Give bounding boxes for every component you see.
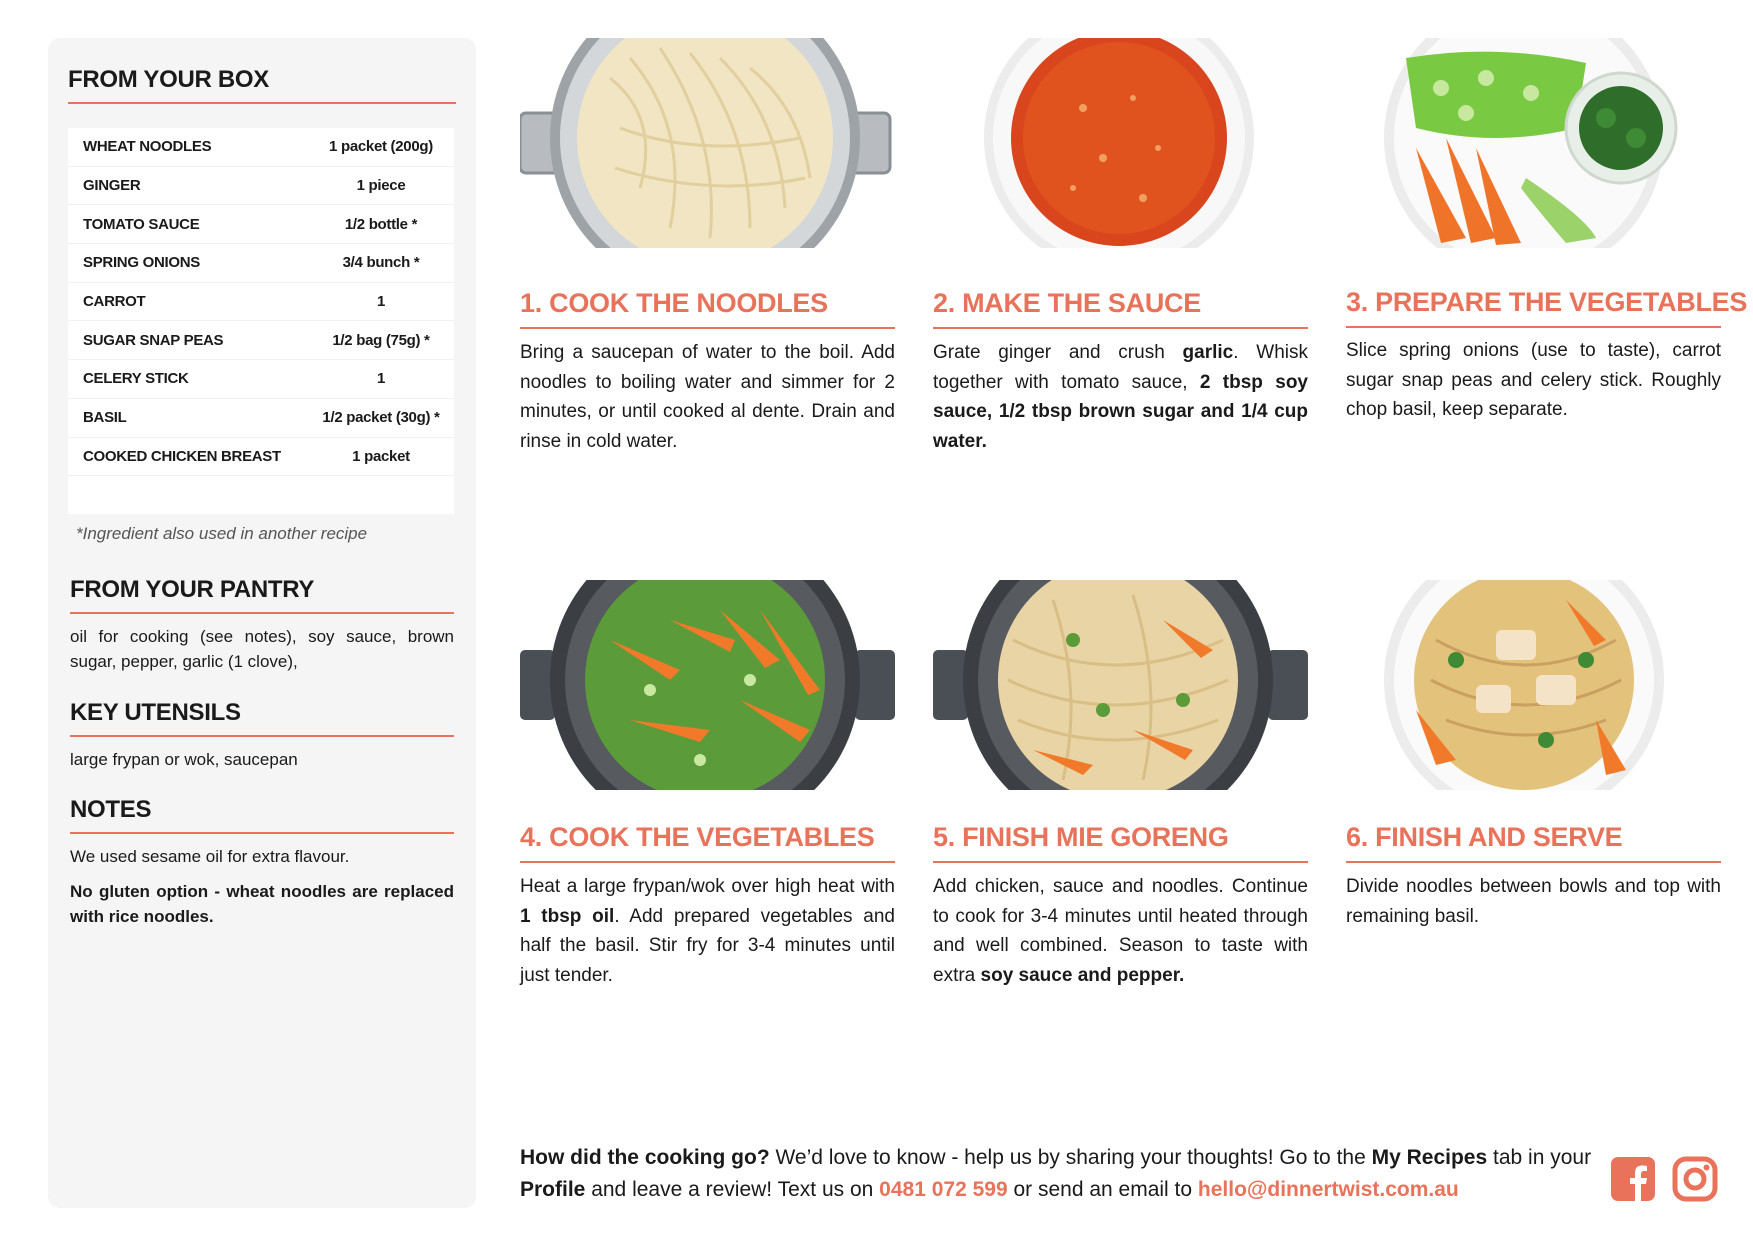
step-5-text-part: Add chicken, sauce and noodles. Continue to cook for 3-4 minutes until heated through and well combined. Season to taste with extra [933,876,1308,986]
ingredient-row [68,399,454,438]
key-utensils-heading: KEY UTENSILS [70,699,454,737]
vegetables-plate-image [1346,38,1721,248]
from-your-pantry-heading: FROM YOUR PANTRY [70,576,454,614]
feedback-footer [520,1142,1600,1206]
vegetables-wok-image [520,580,895,790]
ingredient-name: WHEAT NOODLES [83,138,212,156]
feedback-question: How did the cooking go? [520,1146,770,1169]
step-6-text [1346,872,1721,931]
step-2-text-part: Grate ginger and crush [933,342,1183,363]
step-5 [933,580,1308,1010]
step-4 [520,580,895,1010]
notes-text: We used sesame oil for extra flavour. [70,847,350,866]
step-2-text-part: . Whisk together with tomato sauce, [933,342,1308,393]
notes-heading: NOTES [70,796,454,834]
step-3 [1346,38,1748,468]
ingredient-name: GINGER [83,177,141,195]
utensils-text: large frypan or wok, saucepan [70,750,298,769]
instagram-icon[interactable] [1672,1156,1718,1202]
notes-gluten-text: No gluten option - wheat noodles are replaced with rice noodles. [70,882,454,926]
sauce-bowl-image [933,38,1308,248]
step-4-text [520,872,895,990]
ingredient-name: BASIL [83,409,127,427]
step-2-text-bold: garlic [1182,342,1234,363]
ingredient-quantity: 1 [376,293,386,311]
ingredient-quantity: 1/2 bottle * [344,215,418,233]
phone-number-link[interactable]: 0481 072 599 [879,1178,1008,1201]
step-5-text [933,872,1308,990]
ingredient-name: SUGAR SNAP PEAS [83,331,224,349]
noodles-pot-image [520,38,895,248]
footer-text: or send an email to [1007,1178,1198,1201]
step-4-text-part: Heat a large frypan/wok over high heat with [520,876,895,897]
ingredient-row [68,321,454,360]
step-2-text [933,338,1308,456]
step-2-text-bold: 2 tbsp soy sauce, 1/2 tbsp brown sugar and 1/4 cup water. [933,371,1308,452]
ingredient-footnote: *Ingredient also used in another recipe [76,524,368,543]
ingredient-row [68,167,454,206]
step-4-title: 4. COOK THE VEGETABLES [520,822,895,863]
step-6 [1346,580,1721,1010]
ingredient-row [68,244,454,283]
ingredient-row [68,128,454,167]
step-3-text [1346,336,1721,425]
ingredient-quantity: 1 packet [352,447,410,465]
step-1 [520,38,895,468]
ingredient-quantity: 1/2 bag (75g) * [332,331,430,349]
ingredients-panel [48,38,476,1208]
served-bowl-image [1346,580,1721,790]
mie-goreng-wok-image [933,580,1308,790]
ingredient-row [68,205,454,244]
ingredient-row [68,438,454,477]
step-5-title: 5. FINISH MIE GORENG [933,822,1308,863]
step-1-text [520,338,895,456]
ingredient-quantity: 1/2 packet (30g) * [322,409,440,427]
ingredient-quantity: 1 piece [356,177,406,195]
pantry-text: oil for cooking (see notes), soy sauce, brown sugar, pepper, garlic (1 clove), [70,627,454,671]
email-link[interactable]: hello@dinnertwist.com.au [1197,1178,1459,1201]
ingredient-name: COOKED CHICKEN BREAST [83,447,281,465]
footer-text: and leave a review! Text us on [585,1178,880,1201]
ingredient-quantity: 3/4 bunch * [342,254,420,272]
step-1-text-part: Bring a saucepan of water to the boil. Add noodles to boiling water and simmer for 2 minutes, or until cooked al dente. Drain and rinse in cold water. [520,342,895,452]
footer-text: tab in your [1487,1146,1592,1169]
step-1-title: 1. COOK THE NOODLES [520,288,895,329]
profile-label: Profile [520,1178,586,1201]
step-2 [933,38,1308,468]
ingredient-name: TOMATO SAUCE [83,215,200,233]
step-4-text-part: . Add prepared vegetables and half the basil. Stir fry for 3-4 minutes until just tender. [520,905,895,986]
facebook-icon[interactable] [1610,1156,1656,1202]
my-recipes-label: My Recipes [1371,1146,1488,1169]
step-4-text-bold: 1 tbsp oil [520,905,615,927]
step-6-text-part: Divide noodles between bowls and top with remaining basil. [1346,876,1721,927]
ingredient-name: CELERY STICK [83,370,189,388]
ingredient-quantity: 1 packet (200g) [329,138,433,156]
footer-text: We’d love to know - help us by sharing your thoughts! Go to the [769,1146,1372,1169]
from-your-box-heading: FROM YOUR BOX [68,66,456,104]
ingredient-quantity: 1 [376,370,386,388]
ingredients-table [68,128,454,514]
step-3-text-part: Slice spring onions (use to taste), carrot sugar snap peas and celery stick. Roughly chop basil, keep separate. [1346,340,1721,420]
ingredient-row [68,360,454,399]
ingredient-row [68,283,454,322]
step-2-title: 2. MAKE THE SAUCE [933,288,1308,329]
ingredient-name: CARROT [83,293,146,311]
ingredient-name: SPRING ONIONS [83,254,200,272]
step-6-title: 6. FINISH AND SERVE [1346,822,1721,863]
step-5-text-bold: soy sauce and pepper. [980,964,1185,986]
step-3-title: 3. PREPARE THE VEGETABLES [1346,287,1721,328]
